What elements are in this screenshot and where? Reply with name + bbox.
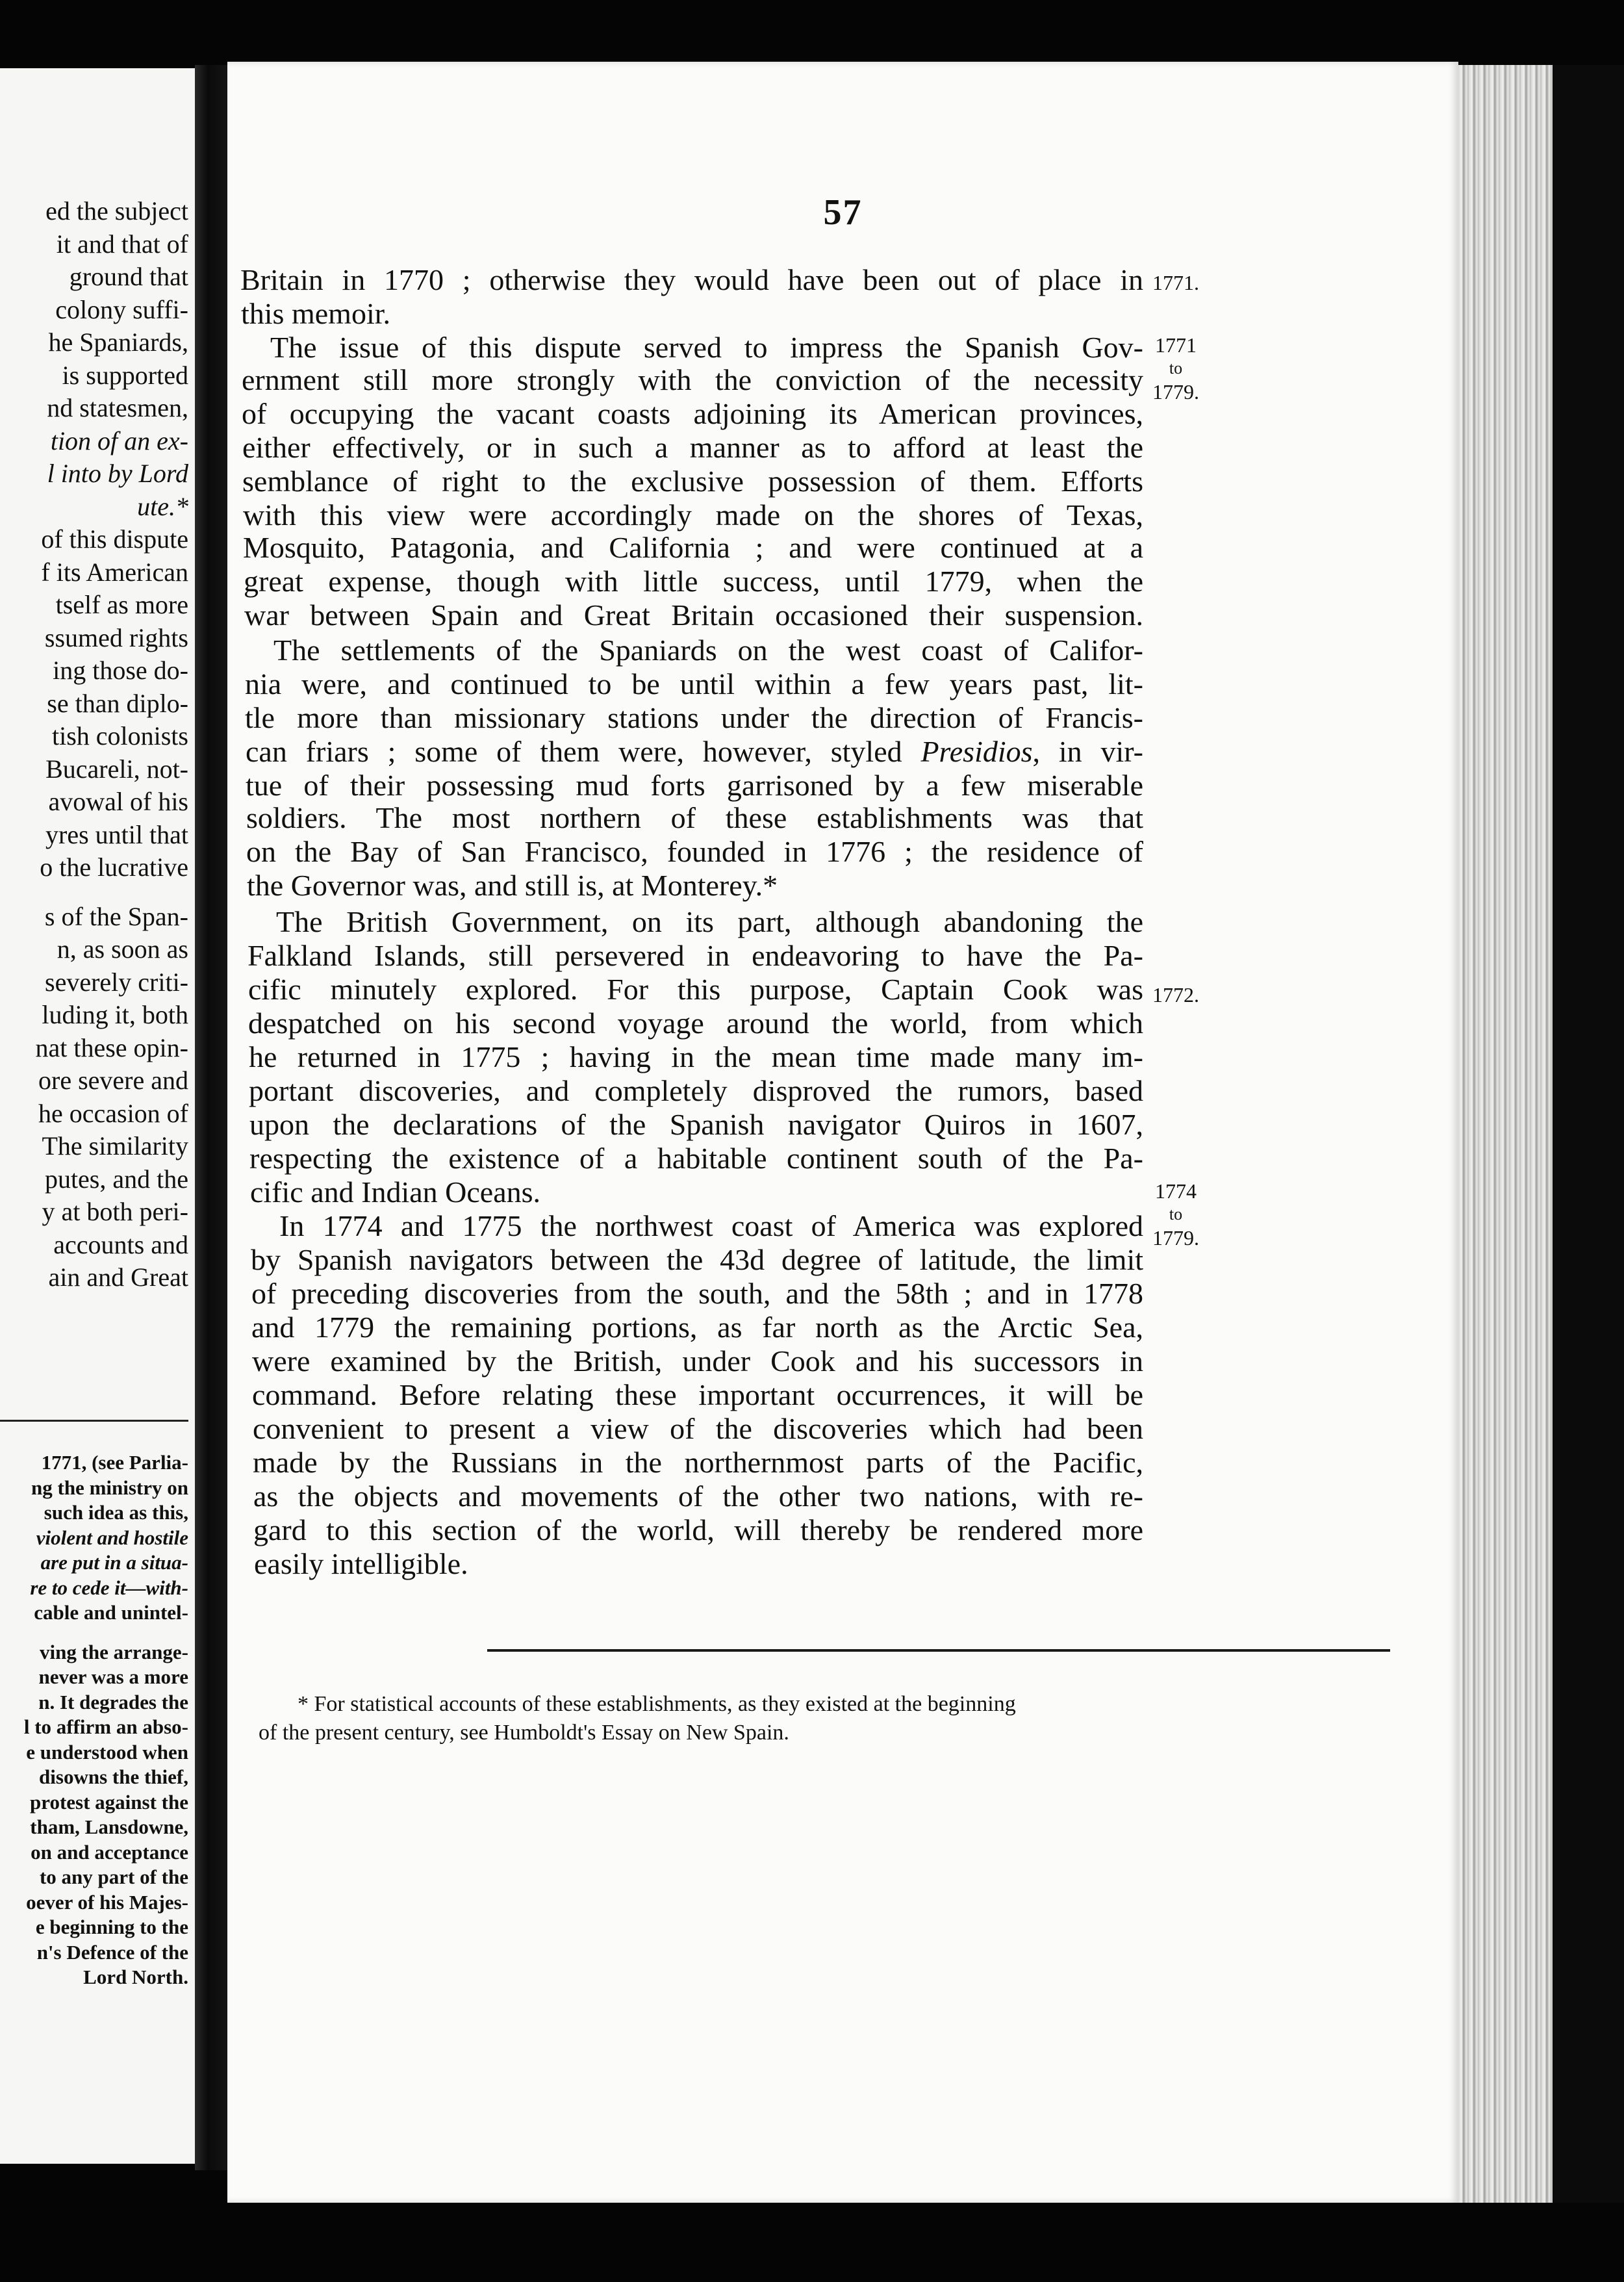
left-page-line: ed the subject [45,196,188,225]
body-line: the Governor was, and still is, at Monterey.* [247,869,778,902]
margin-note-line: 1771. [1152,271,1199,294]
left-page-footnote-line: cable and unintel- [34,1601,188,1624]
left-page-footnote-line: e beginning to the [35,1916,188,1938]
left-page-line: tion of an ex- [50,426,188,455]
left-page-footnote-line: never was a more [38,1665,188,1688]
margin-note-line: 1779. [1152,380,1199,404]
left-page-line: ute.* [137,492,188,521]
left-page-footnote-line: ving the arrange- [39,1641,188,1663]
body-line-text: can friars ; some of them were, however, styled [246,735,921,768]
body-line: soldiers. The most northern of these establishments was that [246,801,1143,834]
margin-note-line: 1771 [1155,333,1197,357]
left-page-footnote-line: oever of his Majes- [26,1891,188,1914]
body-line: respecting the existence of a habitable continent south of the Pa- [249,1142,1143,1175]
body-line: portant discoveries, and completely disproved the rumors, based [249,1074,1143,1107]
left-page-footnote-rule [0,1420,188,1422]
left-page-line: colony suffi- [55,295,188,324]
footnote-line: * For statistical accounts of these establishments, as they existed at the beginning [298,1692,1016,1716]
body-line: tue of their possessing mud forts garrisoned by a few miserable [246,769,1143,802]
body-line: by Spanish navigators between the 43d degree of latitude, the limit [251,1243,1143,1276]
left-page-footnote-line: are put in a situa- [40,1551,188,1574]
page-edges-shadow [1553,65,1624,2203]
body-line: The British Government, on its part, although abandoning the [276,905,1143,938]
body-line: war between Spain and Great Britain occasioned their suspension. [244,598,1143,632]
left-page-line: ground that [69,262,188,291]
footnote-rule [487,1649,1390,1652]
left-page-footnote-line: l to affirm an abso- [23,1715,188,1738]
left-page-line: s of the Span- [44,902,188,931]
body-line: In 1774 and 1775 the northwest coast of America was explored [279,1209,1143,1242]
left-page-footnote-line: to any part of the [39,1865,188,1888]
body-line: cific minutely explored. For this purpose, Captain Cook was [248,973,1143,1006]
body-line: The settlements of the Spaniards on the west coast of Califor- [273,634,1143,667]
left-page-line: The similarity [42,1131,188,1160]
page-edges [1458,65,1553,2203]
body-line: cific and Indian Oceans. [250,1175,541,1209]
left-page-line: y at both peri- [42,1197,188,1226]
body-line: with this view were accordingly made on the shores of Texas, [243,498,1143,532]
left-page-line: nd statesmen, [47,393,188,422]
margin-note-line: to [1169,359,1183,378]
left-page-footnote-line: tham, Lansdowne, [30,1815,188,1838]
body-line: ernment still more strongly with the conviction of the necessity [242,363,1143,396]
left-page-footnote-line: disowns the thief, [39,1765,188,1788]
body-line [246,735,1143,768]
body-line: either effectively, or in such a manner as to afford at least the [242,431,1143,464]
body-line: this memoir. [241,297,390,330]
body-line: of preceding discoveries from the south, and the 58th ; and in 1778 [251,1277,1143,1310]
book-gutter [195,65,227,2170]
body-line: Britain in 1770 ; otherwise they would have been out of place in [240,263,1143,296]
margin-note-line: to [1169,1205,1183,1224]
left-page-line: of this dispute [41,524,188,554]
body-line: and 1779 the remaining portions, as far north as the Arctic Sea, [251,1311,1143,1344]
left-page-footnote-line: violent and hostile [36,1526,188,1549]
body-line: Mosquito, Patagonia, and California ; and were continued at a [243,531,1143,564]
body-line: tle more than missionary stations under the direction of Francis- [245,701,1143,734]
margin-note [1137,983,1215,1006]
left-page-line: ssumed rights [44,623,188,652]
left-page-line: ing those do- [53,656,188,685]
margin-note-line: 1779. [1152,1226,1199,1250]
body-line: of occupying the vacant coasts adjoining its American provinces, [242,397,1143,430]
body-line: The issue of this dispute served to impress the Spanish Gov- [270,331,1143,364]
left-page-line: severely criti- [45,968,188,997]
body-line: command. Before relating these important occurrences, it will be [252,1378,1143,1411]
left-page-line: ore severe and [38,1066,188,1095]
left-page-line: n, as soon as [57,934,188,964]
left-page-footnote-line: such idea as this, [44,1501,188,1524]
page-number: 57 [823,192,863,233]
left-page-line: tself as more [55,590,188,619]
body-line: convenient to present a view of the discoveries which had been [253,1412,1143,1445]
body-line: great expense, though with little success, until 1779, when the [244,565,1143,598]
margin-note [1137,271,1215,294]
margin-note [1137,1179,1215,1250]
left-page-footnote-line: on and acceptance [31,1841,188,1864]
left-page-footnote-line: 1771, (see Parlia- [41,1451,188,1474]
left-page-line: se than diplo- [47,689,188,718]
left-page-footnote-line: protest against the [30,1791,188,1814]
left-page-footnote-line: e understood when [26,1741,188,1763]
left-page-line: it and that of [56,229,188,259]
body-line: despatched on his second voyage around the world, from which [248,1006,1143,1040]
margin-note-line: 1774 [1155,1179,1197,1203]
left-page-line: f its American [41,558,188,587]
left-page-line: yres until that [45,820,188,849]
body-line: as the objects and movements of the other two nations, with re- [253,1480,1143,1513]
body-line: semblance of right to the exclusive possession of them. Efforts [242,465,1143,498]
left-page-footnote-line: ng the ministry on [31,1476,188,1499]
left-page-line: o the lucrative [40,853,188,882]
left-page-line: luding it, both [42,1000,188,1029]
left-page-footnote-line: re to cede it—with- [30,1576,188,1599]
margin-note-line: 1772. [1152,983,1199,1006]
main-page [227,62,1458,2203]
body-line-tail: , in vir- [1032,735,1143,768]
left-page-footnote-line: n. It degrades the [38,1691,188,1713]
left-page-line: ain and Great [48,1263,188,1292]
left-page-line: Bucareli, not- [45,754,188,784]
body-line: nia were, and continued to be until within a few years past, lit- [245,667,1143,700]
margin-note [1137,333,1215,404]
body-line: on the Bay of San Francisco, founded in 1776 ; the residence of [246,835,1143,868]
body-line: gard to this section of the world, will thereby be rendered more [253,1513,1143,1546]
left-page-line: accounts and [53,1230,188,1259]
left-page-line: nat these opin- [35,1033,188,1062]
body-line: made by the Russians in the northernmost parts of the Pacific, [253,1446,1143,1479]
italic-word: Presidios [920,735,1033,768]
body-line: Falkland Islands, still persevered in endeavoring to have the Pa- [247,939,1143,972]
left-page-line: he occasion of [38,1099,188,1128]
left-page-line: tish colonists [51,721,188,750]
body-line: he returned in 1775 ; having in the mean time made many im- [249,1040,1143,1073]
left-page-footnote-line: n's Defence of the [36,1941,188,1964]
left-page-footnote-line: Lord North. [83,1966,188,1988]
left-page-line: is supported [62,361,188,390]
left-facing-page [0,68,195,2164]
body-line: easily intelligible. [254,1547,468,1580]
footnote-line: of the present century, see Humboldt's Essay on New Spain. [259,1721,789,1745]
left-page-line: putes, and the [44,1164,188,1194]
left-page-line: avowal of his [48,787,188,816]
body-line: upon the declarations of the Spanish navigator Quiros in 1607, [249,1108,1143,1141]
left-page-line: he Spaniards, [48,327,188,357]
left-page-line: l into by Lord [47,459,188,488]
body-line: were examined by the British, under Cook and his successors in [252,1344,1143,1378]
